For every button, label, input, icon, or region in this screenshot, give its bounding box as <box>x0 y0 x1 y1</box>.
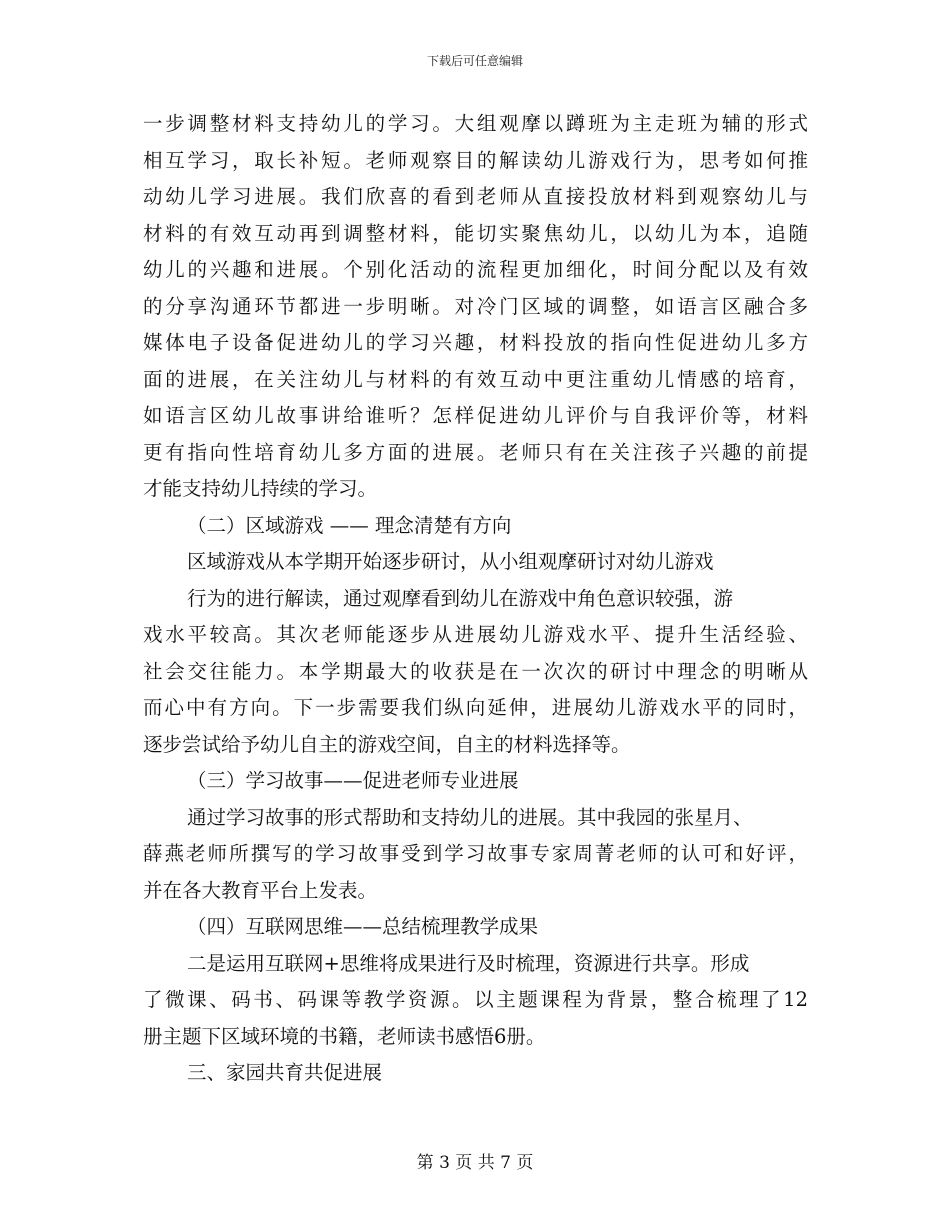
body-line: 戏水平较高。其次老师能逐步从进展幼儿游戏水平、提升生活经验、 <box>143 623 808 646</box>
body-line: 并在各大教育平台上发表。 <box>143 878 378 902</box>
section-heading-2: （二）区域游戏 —— 理念清楚有方向 <box>187 513 512 537</box>
body-line: 更有指向性培育幼儿多方面的进展。老师只有在关注孩子兴趣的前提 <box>143 440 808 464</box>
body-line: 了微课、码书、码课等教学资源。以主题课程为背景，整合梳理了12 <box>143 988 808 1011</box>
body-line: 才能支持幼儿持续的学习。 <box>143 477 378 500</box>
body-line: 媒体电子设备促进幼儿的学习兴趣，材料投放的指向性促进幼儿多方 <box>143 331 808 354</box>
body-line: 二是运用互联网+思维将成果进行及时梳理，资源进行共享。形成 <box>187 951 750 975</box>
body-line: 动幼儿学习进展。我们欣喜的看到老师从直接投放材料到观察幼儿与 <box>143 185 808 208</box>
page-header: 下载后可任意编辑 <box>426 54 523 68</box>
body-line: 相互学习，取长补短。老师观察目的解读幼儿游戏行为，思考如何推 <box>143 148 808 172</box>
section-heading-4: （四）互联网思维——总结梳理教学成果 <box>187 915 539 938</box>
body-line: 的分享沟通环节都进一步明晰。对冷门区域的调整，如语言区融合多 <box>143 294 808 318</box>
page-footer: 第 3 页 共 7 页 <box>416 1153 534 1173</box>
body-line: 通过学习故事的形式帮助和支持幼儿的进展。其中我园的张星月、 <box>187 805 753 829</box>
body-line: 社会交往能力。本学期最大的收获是在一次次的研讨中理念的明晰从 <box>143 659 808 683</box>
document-body <box>143 110 808 1096</box>
body-line: 材料的有效互动再到调整材料，能切实聚焦幼儿，以幼儿为本，追随 <box>143 221 808 245</box>
body-line: 册主题下区域环境的书籍，老师读书感悟6册。 <box>143 1024 546 1048</box>
body-line: 面的进展，在关注幼儿与材料的有效互动中更注重幼儿情感的培育， <box>143 367 808 391</box>
body-line: 如语言区幼儿故事讲给谁听？怎样促进幼儿评价与自我评价等，材料 <box>143 404 808 427</box>
body-line: 区域游戏从本学期开始逐步研讨，从小组观摩研讨对幼儿游戏 <box>187 550 714 573</box>
section-heading-3: （三）学习故事——促进老师专业进展 <box>187 769 519 792</box>
body-line: 幼儿的兴趣和进展。个别化活动的流程更加细化，时间分配以及有效 <box>143 258 808 281</box>
body-line: 而心中有方向。下一步需要我们纵向延伸，进展幼儿游戏水平的同时， <box>143 696 808 719</box>
section-heading-main: 三、家园共育共促进展 <box>187 1061 383 1084</box>
body-line: 薛燕老师所撰写的学习故事受到学习故事专家周菁老师的认可和好评， <box>143 842 808 865</box>
body-line: 行为的进行解读，通过观摩看到幼儿在游戏中角色意识较强，游 <box>187 586 734 610</box>
body-line: 逐步尝试给予幼儿自主的游戏空间，自主的材料选择等。 <box>143 732 631 756</box>
body-line: 一步调整材料支持幼儿的学习。大组观摩以蹲班为主走班为辅的形式 <box>143 112 808 135</box>
